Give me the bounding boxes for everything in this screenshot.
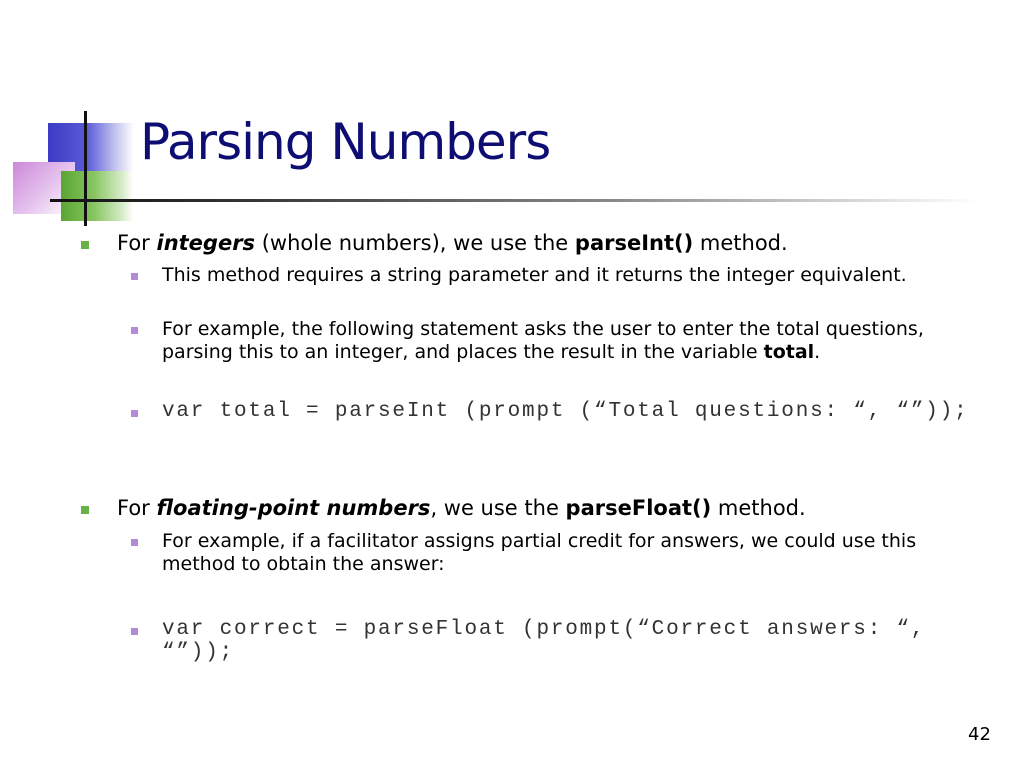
sub-bullet-string-param: This method requires a string parameter and it returns the integer equivalent. [162, 264, 907, 286]
page-number: 42 [968, 724, 991, 745]
bullet-marker-purple [131, 327, 138, 334]
method-name: parseInt() [574, 231, 694, 255]
bullet-floats [117, 495, 806, 521]
bullet-marker-purple [131, 410, 138, 417]
bullet-text: (whole numbers), we use the [255, 231, 575, 255]
bullet-text: For [117, 496, 157, 520]
title-underline [50, 199, 980, 202]
bullet-marker-purple [131, 628, 138, 635]
code-parsefloat: var correct = parseFloat (prompt(“Correct answers: “, “”)); [162, 618, 926, 664]
sub-bullet-example-float: For example, if a facilitator assigns partial credit for answers, we could use this method to obtain the answer: [162, 530, 917, 575]
emphasis-term: floating-point numbers [156, 496, 431, 520]
bullet-marker-green [81, 241, 89, 249]
code-parseint: var total = parseInt (prompt (“Total questions: “, “”)); [162, 400, 969, 423]
bullet-marker-purple [131, 539, 138, 546]
sub-bullet-example-int [162, 318, 992, 364]
emphasis-term: integers [156, 231, 256, 255]
bullet-text: For example, the following statement asks the user to enter the total questions, parsing this to an integer, and places the result in the variable [162, 318, 924, 363]
bullet-integers [117, 230, 788, 256]
decor-green-square [61, 171, 133, 221]
bullet-text: . [814, 341, 821, 363]
bullet-text: method. [693, 231, 788, 255]
bullet-text: method. [711, 496, 806, 520]
bullet-text: , we use the [430, 496, 566, 520]
slide-title: Parsing Numbers [140, 113, 551, 171]
bullet-text: For [117, 231, 157, 255]
decor-vertical-line [84, 111, 87, 226]
method-name: parseFloat() [565, 496, 712, 520]
bullet-marker-purple [131, 273, 138, 280]
bullet-marker-green [81, 506, 89, 514]
variable-name: total [763, 341, 815, 363]
